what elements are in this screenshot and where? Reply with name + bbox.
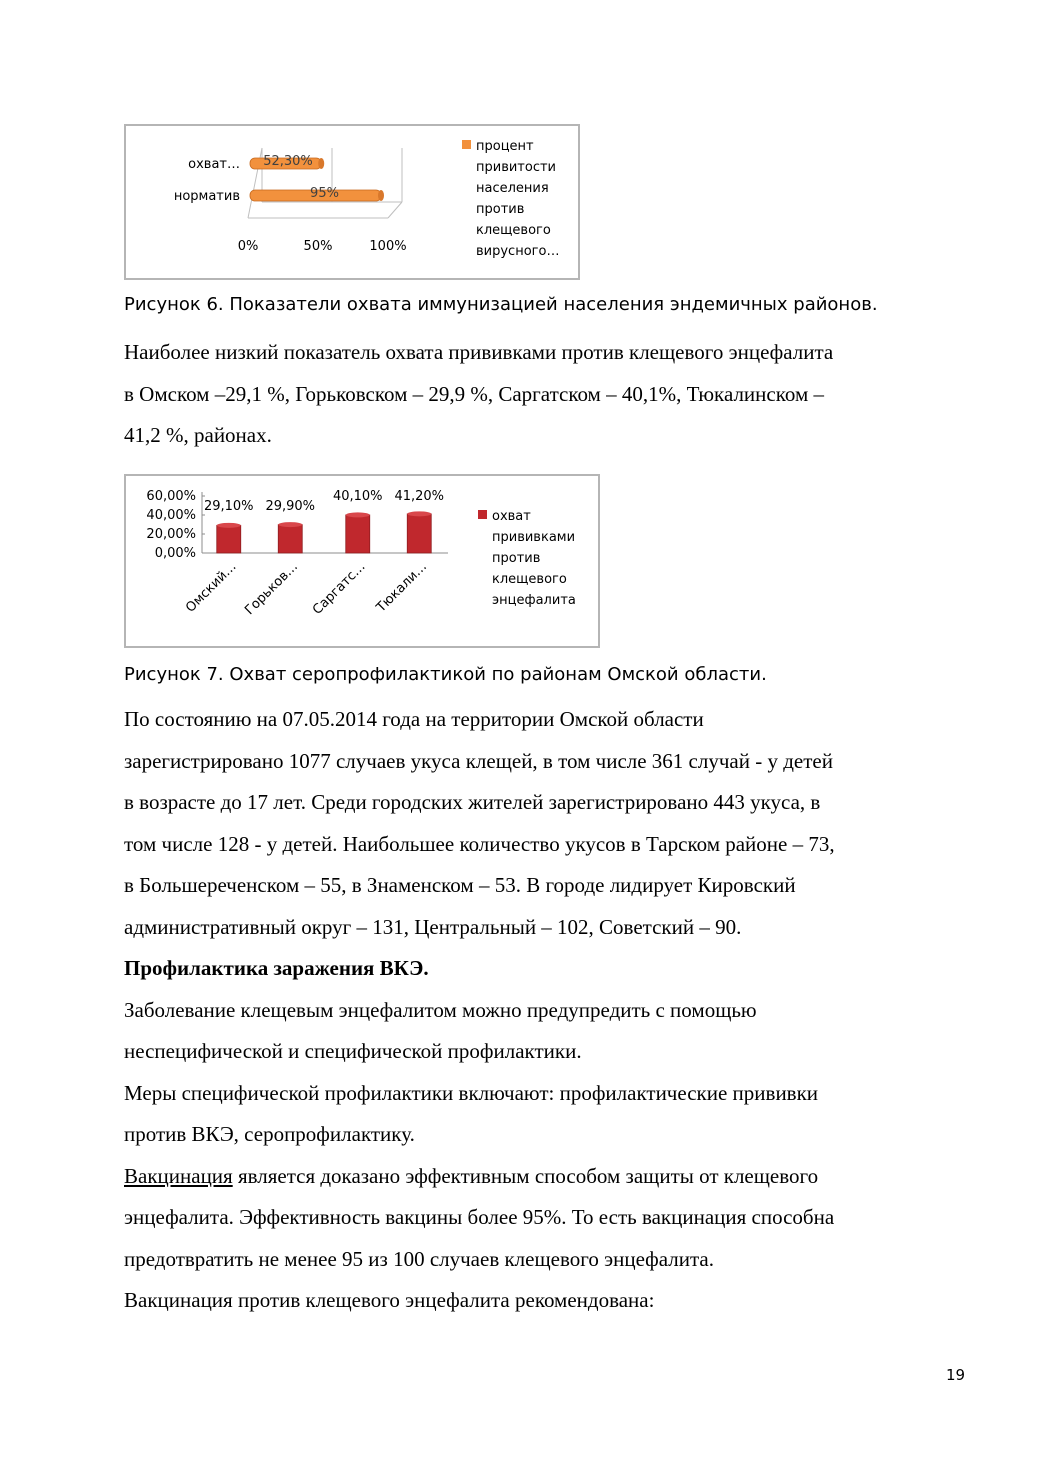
category-label: Тюкали…	[373, 559, 431, 616]
bar	[407, 514, 431, 553]
legend-line: против	[476, 202, 525, 217]
bar	[278, 525, 302, 553]
text-line: в Большереченском – 55, в Знаменском – 53. В городе лидирует Кировский	[124, 873, 796, 897]
bar-top	[346, 512, 370, 517]
bar-top	[217, 523, 241, 528]
legend-line: клещевого	[492, 572, 567, 587]
data-label: 95%	[310, 186, 339, 201]
category-label: норматив	[173, 189, 240, 204]
text-line	[124, 1156, 835, 1198]
legend-line: охват	[492, 509, 531, 524]
legend-line: против	[492, 551, 541, 566]
bar	[346, 515, 370, 553]
bar-end	[378, 190, 384, 201]
axis-line	[388, 202, 402, 218]
data-label: 40,10%	[332, 489, 383, 504]
bar	[217, 525, 241, 553]
figure-6-caption: Рисунок 6. Показатели охвата иммунизацией населения эндемичных районов.	[124, 294, 878, 315]
bar-top	[407, 511, 431, 516]
chart-district-coverage	[124, 474, 600, 648]
text-line: неспецифической и специфической профилактики.	[124, 1039, 582, 1063]
data-label: 29,10%	[203, 499, 254, 514]
data-label: 52,30%	[263, 154, 313, 169]
vaccination-term: Вакцинация	[124, 1163, 233, 1188]
y-tick-label: 20,00%	[146, 527, 196, 542]
text-line: административный округ – 131, Центральный – 102, Советский – 90.	[124, 914, 742, 939]
text-line: предотвратить не менее 95 из 100 случаев клещевого энцефалита.	[124, 1246, 714, 1271]
data-label: 41,20%	[394, 489, 445, 504]
chart-district-legend	[478, 506, 596, 611]
x-tick-label: 100%	[369, 239, 407, 254]
legend-line: привитости	[476, 160, 557, 175]
legend-line: вирусного…	[476, 244, 560, 259]
data-label: 29,90%	[265, 499, 316, 514]
chart-immunization-coverage	[124, 124, 580, 280]
legend-swatch	[478, 510, 487, 519]
text-line: в Омском –29,1 %, Горьковском – 29,9 %, Саргатском – 40,1%, Тюкалинском –	[124, 381, 825, 406]
paragraph-tick-bites	[124, 699, 835, 1322]
bar-top	[278, 522, 302, 527]
category-label: Горьков…	[242, 559, 302, 619]
paragraph-lowest-coverage	[124, 332, 833, 457]
text-line: против ВКЭ, серопрофилактику.	[124, 1122, 415, 1146]
text-line: зарегистрировано 1077 случаев укуса клещей, в том числе 361 случай - у детей	[124, 748, 833, 773]
section-heading: Профилактика заражения ВКЭ.	[124, 956, 429, 980]
x-tick-label: 50%	[303, 239, 333, 254]
category-label: охват…	[188, 157, 240, 172]
legend-line: населения	[476, 181, 549, 196]
text-line: 41,2 %, районах.	[124, 423, 272, 447]
bar-end	[318, 158, 324, 169]
text-line: том числе 128 - у детей. Наибольшее количество укусов в Тарском районе – 73,	[124, 831, 835, 856]
text-line: в возрасте до 17 лет. Среди городских жителей зарегистрировано 443 укуса, в	[124, 790, 821, 814]
legend-line: процент	[476, 139, 534, 154]
text-line: Заболевание клещевым энцефалитом можно предупредить с помощью	[124, 997, 757, 1022]
x-tick-label: 0%	[237, 239, 259, 254]
legend-line: энцефалита	[492, 593, 576, 608]
page-number: 19	[946, 1366, 966, 1384]
text-line: Вакцинация против клещевого энцефалита рекомендована:	[124, 1288, 655, 1312]
y-tick-label: 0,00%	[154, 546, 196, 561]
figure-7-caption: Рисунок 7. Охват серопрофилактикой по районам Омской области.	[124, 664, 767, 685]
category-label: Омский…	[183, 559, 240, 616]
text-line: Меры специфической профилактики включают: профилактические прививки	[124, 1080, 819, 1105]
chart-immunization-legend	[462, 136, 574, 262]
y-tick-label: 60,00%	[146, 489, 196, 504]
text-line: Наиболее низкий показатель охвата прививками против клещевого энцефалита	[124, 340, 834, 364]
legend-swatch	[462, 140, 471, 149]
text-fragment: является доказано эффективным способом защиты от клещевого	[232, 1163, 819, 1188]
legend-line: прививками	[492, 530, 576, 545]
legend-line: клещевого	[476, 223, 551, 238]
text-line: энцефалита. Эффективность вакцины более 95%. То есть вакцинация способна	[124, 1205, 835, 1229]
y-tick-label: 40,00%	[146, 508, 196, 523]
text-line: По состоянию на 07.05.2014 года на территории Омской области	[124, 707, 704, 731]
category-label: Саргатс…	[310, 559, 369, 618]
